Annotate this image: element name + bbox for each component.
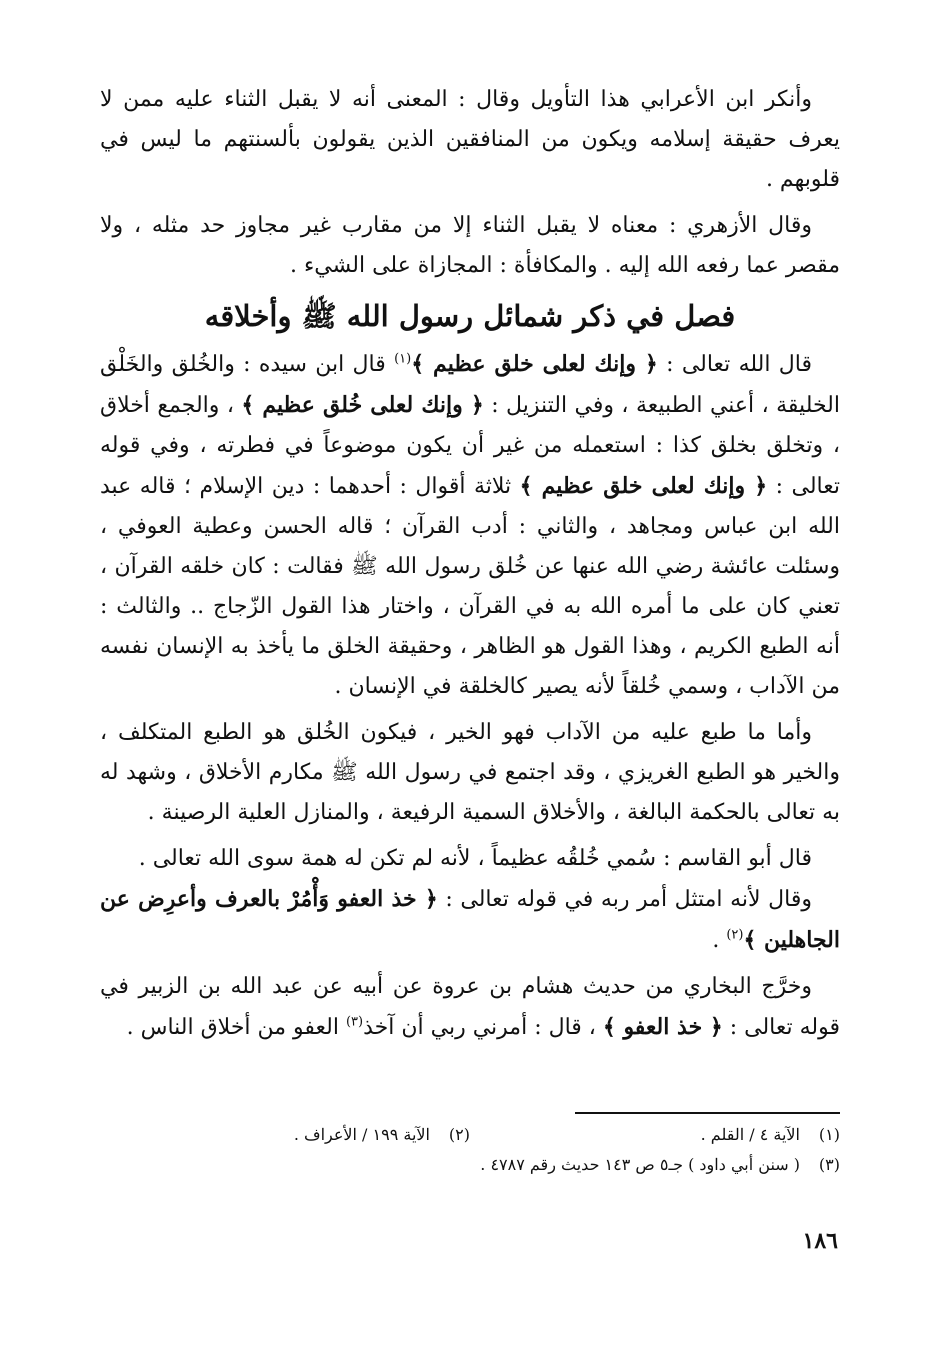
quran-quote: ﴿ وإنك لعلى خُلق عظيم ﴾: [241, 392, 484, 418]
paragraph-4: وأما ما طبع عليه من الآداب فهو الخير ، فيكون الخُلق هو الطبع المتكلف ، والخير هو الطبع الغريزي ، وقد اجتمع في رسول الله ﷺ مكارم الأخلاق ، وشهد له به تعالى بالحكمة البالغة ، والأخلاق السمية الرفيعة ، والمنازل العلية الرصينة .: [100, 720, 840, 825]
section-heading: فصل في ذكر شمائل رسول الله ﷺ وأخلاقه: [204, 299, 736, 333]
footnote-text: الآية ١٩٩ / الأعراف .: [293, 1125, 430, 1144]
footnotes: [100, 1112, 840, 1180]
footnote-text: ( سنن أبي داود ) جـ٥ ص ١٤٣ حديث رقم ٤٧٨٧ .: [480, 1155, 800, 1174]
footnote-row: [100, 1120, 840, 1150]
quran-quote: ﴿ خذ العفو ﴾: [602, 1014, 723, 1040]
footnote-ref: (١): [394, 351, 412, 367]
footnote-text: الآية ٤ / القلم .: [700, 1125, 800, 1144]
footnote-number: (١): [818, 1125, 840, 1144]
footnote-ref: (٣): [345, 1014, 364, 1030]
text-run: ، قال : أمرني ربي أن آخذ: [363, 1015, 603, 1040]
footnote-row: [100, 1150, 840, 1180]
footnote-number: (٣): [818, 1155, 840, 1174]
text-run: قال الله تعالى :: [657, 352, 812, 377]
paragraph-3: [100, 344, 840, 707]
text-run: وقال لأنه امتثل أمر ربه في قوله تعالى :: [437, 887, 812, 912]
text-run: وخرَّج البخاري من حديث هشام بن عروة عن أبيه عن عبد الله بن الزبير في قوله تعالى :: [100, 974, 840, 1040]
quran-quote: ﴿ خذ العفو وَأْمُرْ بالعرف وأعرِض عن الجاهلين ﴾: [100, 886, 840, 953]
paragraph-5: قال أبو القاسم : سُمي خُلقُه عظيماً ، لأنه لم تكن له همة سوى الله تعالى .: [138, 846, 812, 871]
paragraph-7: [100, 967, 840, 1048]
footnote-number: (٢): [448, 1125, 470, 1144]
page-number: ١٨٦: [802, 1228, 838, 1254]
paragraph-6: [100, 879, 840, 961]
text-run: العفو من أخلاق الناس .: [126, 1015, 346, 1040]
text-run: ، والجمع أخلاق ، وتخلق بخلق كذا : استعمله من غير أن يكون موضوعاً في فطرته ، وفي قوله تعالى :: [100, 393, 840, 499]
footnote-ref: (٢): [726, 927, 744, 943]
footnote-divider: [575, 1112, 840, 1114]
quran-quote: ﴿ وإنك لعلى خلق عظيم ﴾: [411, 351, 658, 377]
text-run: قال ابن سيده : والخُلق والخَلْق الخليقة ، أعني الطبيعة ، وفي التنزيل :: [100, 352, 840, 418]
text-run: .: [712, 928, 727, 953]
text-run: ثلاثة أقوال : أحدهما : دين الإسلام ؛ قاله عبد الله ابن عباس ومجاهد ، والثاني : أدب القرآن ؛ قاله الحسن وعطية العوفي ، وسئلت عائشة رضي الله عنها عن خُلق رسول الله ﷺ فقالت : كان خلقه القرآن ، تعني كان على ما أمره الله به في القرآن ، واختار هذا القول الزّجاج .. والثالث : أنه الطبع الكريم ، وهذا القول هو الظاهر ، وحقيقة الخلق ما يأخذ به الإنسان نفسه من الآداب ، وسمي خُلقاً لأنه يصير كالخلقة في الإنسان .: [100, 474, 840, 699]
main-text: [100, 80, 840, 1054]
quran-quote: ﴿ وإنك لعلى خلق عظيم ﴾: [519, 473, 768, 499]
paragraph-1: وأنكر ابن الأعرابي هذا التأويل وقال : المعنى أنه لا يقبل الثناء عليه ممن لا يعرف حقيقة إسلامه ويكون من المنافقين الذين يقولون بألسنتهم ما ليس في قلوبهم .: [100, 87, 840, 192]
paragraph-2: وقال الأزهري : معناه لا يقبل الثناء إلا من مقارب غير مجاوز حد مثله ، ولا مقصر عما رفعه الله إليه . والمكافأة : المجازاة على الشيء .: [100, 213, 840, 278]
